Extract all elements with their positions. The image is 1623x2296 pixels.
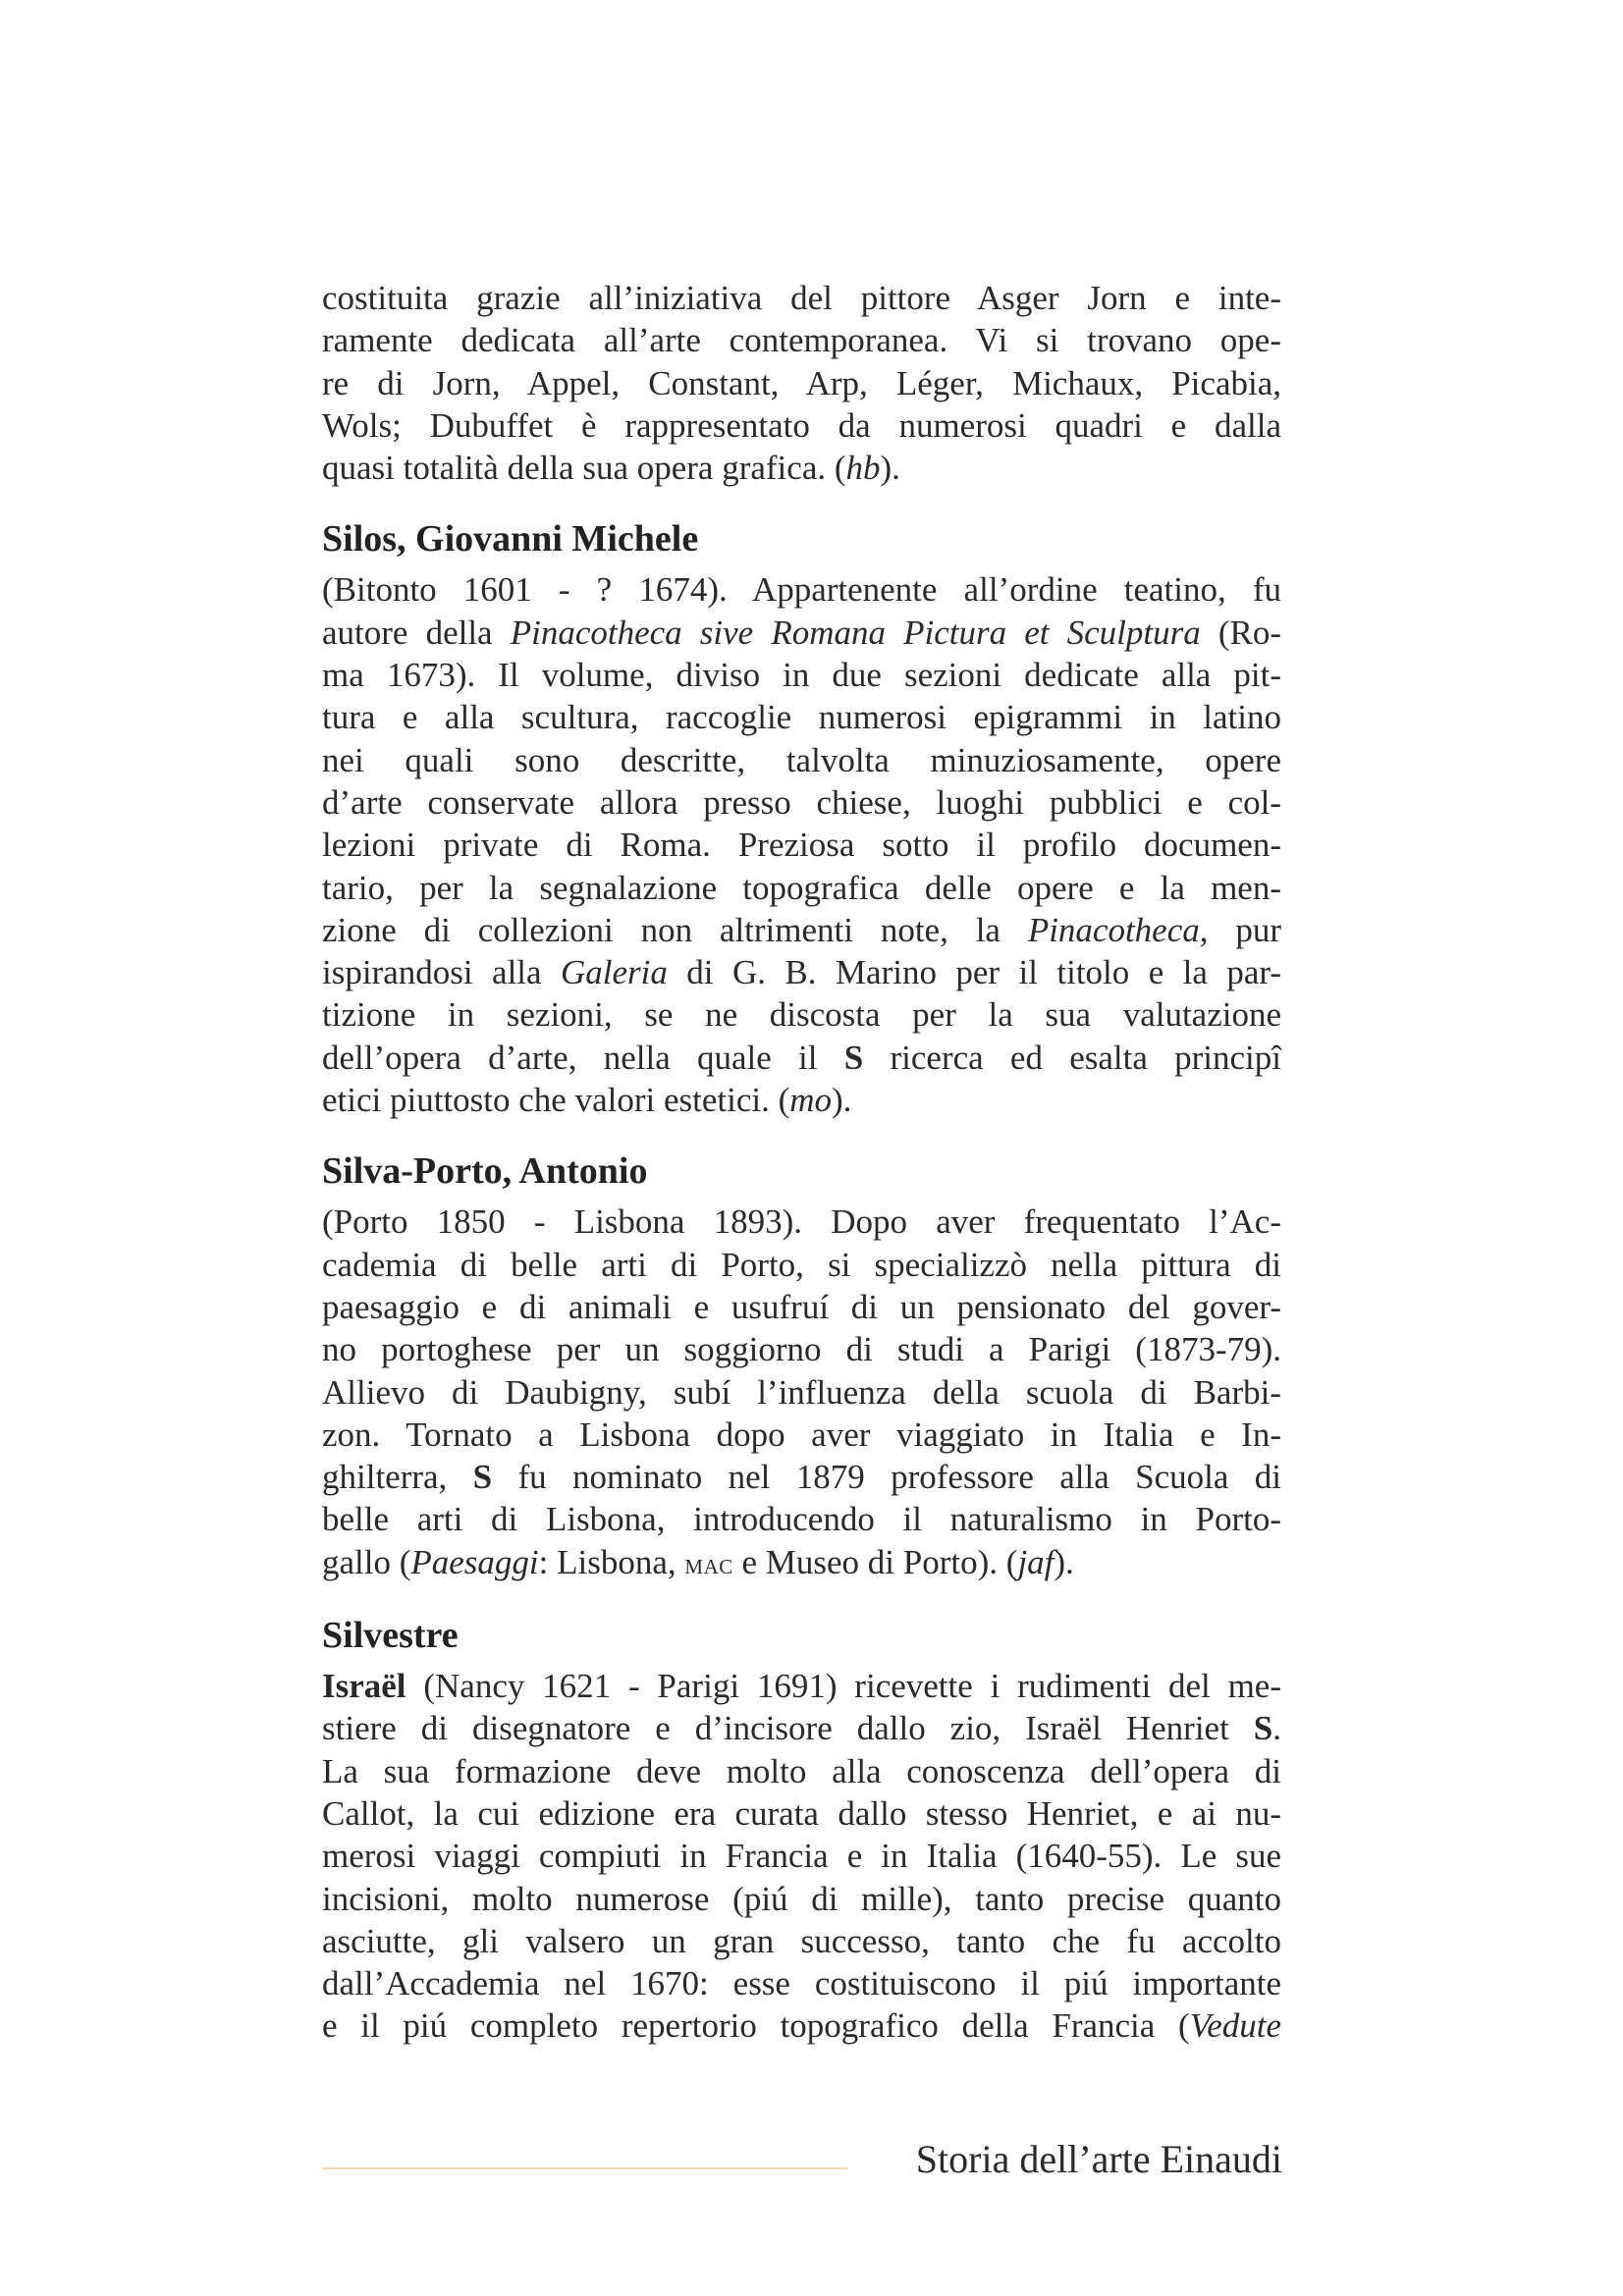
text-run: zione di collezioni non altrimenti note, la bbox=[322, 910, 1028, 949]
text-line bbox=[322, 1037, 1281, 1079]
work-title: Vedute bbox=[1189, 2006, 1281, 2046]
text-run: ricerca ed esalta principî bbox=[863, 1038, 1281, 1077]
text-line: Wols; Dubuffet è rappresentato da numerosi quadri e dalla bbox=[322, 405, 1281, 445]
text-run: autore della bbox=[322, 613, 511, 652]
footer-rule bbox=[322, 2167, 847, 2169]
entry-paragraph bbox=[322, 1201, 1281, 1585]
text-run: , pur bbox=[1199, 910, 1282, 949]
text-line: (Porto 1850 - Lisbona 1893). Dopo aver frequentato l’Ac- bbox=[322, 1202, 1281, 1242]
work-title: Pinacotheca bbox=[1027, 910, 1200, 949]
text-run: quasi totalità della sua opera grafica. ( bbox=[322, 449, 846, 488]
text-run: gallo ( bbox=[322, 1542, 411, 1581]
text-line: cademia di belle arti di Porto, si specializzò nella pittura di bbox=[322, 1245, 1281, 1284]
text-line bbox=[322, 1541, 1281, 1585]
subentry-name: Israël bbox=[322, 1667, 406, 1706]
text-line: Callot, la cui edizione era curata dallo stesso Henriet, e ai nu- bbox=[322, 1793, 1281, 1833]
text-line: lezioni private di Roma. Preziosa sotto il profilo documen- bbox=[322, 826, 1281, 865]
text-run: ). bbox=[1054, 1542, 1074, 1581]
text-run: ghilterra, bbox=[322, 1458, 473, 1497]
entry-heading: Silva-Porto, Antonio bbox=[322, 1150, 648, 1193]
subject-abbrev: S bbox=[472, 1458, 493, 1497]
text-line: dall’Accademia nel 1670: esse costituiscono il piú importante bbox=[322, 1964, 1281, 2003]
text-line: La sua formazione deve molto alla conoscenza dell’opera di bbox=[322, 1751, 1281, 1790]
text-line bbox=[322, 1665, 1281, 1707]
work-title: Paesaggi bbox=[410, 1542, 539, 1581]
text-run: ). bbox=[880, 449, 900, 488]
text-line: ramente dedicata all’arte contemporanea. Vi si trovano ope- bbox=[322, 321, 1281, 360]
text-line bbox=[322, 951, 1281, 993]
entry-paragraph bbox=[322, 1665, 1281, 2048]
text-run: (Nancy 1621 - Parigi 1691) ricevette i rudimenti del me- bbox=[406, 1667, 1281, 1706]
text-line: belle arti di Lisbona, introducendo il naturalismo in Porto- bbox=[322, 1500, 1281, 1539]
text-run: : Lisbona, bbox=[538, 1542, 685, 1581]
text-run: stiere di disegnatore e d’incisore dallo zio, Israël Henriet bbox=[322, 1709, 1254, 1748]
text-line: tario, per la segnalazione topografica delle opere e la men- bbox=[322, 868, 1281, 907]
text-line: no portoghese per un soggiorno di studi a Parigi (1873-79). bbox=[322, 1330, 1281, 1369]
text-run: fu nominato nel 1879 professore alla Scuola di bbox=[492, 1458, 1281, 1497]
text-line: costituita grazie all’iniziativa del pittore Asger Jorn e inte- bbox=[322, 279, 1281, 317]
text-line: merosi viaggi compiuti in Francia e in Italia (1640-55). Le sue bbox=[322, 1837, 1281, 1876]
text-line bbox=[322, 1707, 1281, 1749]
subject-abbrev: S bbox=[1253, 1709, 1273, 1748]
text-line bbox=[322, 1456, 1281, 1498]
text-run: (Ro- bbox=[1200, 613, 1282, 652]
text-line: re di Jorn, Appel, Constant, Arp, Léger, Michaux, Picabia, bbox=[322, 363, 1281, 402]
author-signature: jaf bbox=[1017, 1542, 1055, 1581]
text-run: e Museo di Porto). ( bbox=[732, 1542, 1018, 1581]
entry-heading: Silvestre bbox=[322, 1615, 459, 1657]
text-line bbox=[322, 612, 1281, 654]
text-line: (Bitonto 1601 - ? 1674). Appartenente all’ordine teatino, fu bbox=[322, 570, 1281, 610]
museum-abbrev: mac bbox=[684, 1547, 733, 1580]
text-run: di G. B. Marino per il titolo e la par- bbox=[667, 953, 1281, 992]
text-line: d’arte conservate allora presso chiese, luoghi pubblici e col- bbox=[322, 782, 1281, 822]
footer-title: Storia dell’arte Einaudi bbox=[915, 2137, 1282, 2181]
text-line: nei quali sono descritte, talvolta minuziosamente, opere bbox=[322, 740, 1281, 779]
text-line: incisioni, molto numerose (piú di mille), tanto precise quanto bbox=[322, 1879, 1281, 1918]
main-text bbox=[322, 277, 1281, 2048]
text-line: zon. Tornato a Lisbona dopo aver viaggiato in Italia e In- bbox=[322, 1415, 1281, 1454]
text-line: Allievo di Daubigny, subí l’influenza della scuola di Barbi- bbox=[322, 1372, 1281, 1412]
text-line: tizione in sezioni, se ne discosta per la sua valutazione bbox=[322, 995, 1281, 1035]
work-title: Galeria bbox=[560, 953, 668, 992]
text-line: tura e alla scultura, raccoglie numerosi epigrammi in latino bbox=[322, 698, 1281, 737]
entry-paragraph bbox=[322, 568, 1281, 1121]
text-run: dell’opera d’arte, nella quale il bbox=[322, 1038, 844, 1077]
text-run: e il piú completo repertorio topografico della Francia ( bbox=[322, 2006, 1190, 2046]
text-line bbox=[322, 447, 1281, 489]
text-line: asciutte, gli valsero un gran successo, tanto che fu accolto bbox=[322, 1921, 1281, 1960]
text-run: ). bbox=[832, 1081, 852, 1120]
text-line bbox=[322, 2004, 1281, 2047]
text-run: etici piuttosto che valori estetici. ( bbox=[322, 1081, 790, 1120]
work-title: Pinacotheca sive Romana Pictura et Sculptura bbox=[510, 613, 1201, 652]
text-line bbox=[322, 909, 1281, 951]
text-run: ispirandosi alla bbox=[322, 953, 561, 992]
author-signature: mo bbox=[789, 1081, 833, 1120]
text-line: paesaggio e di animali e usufruí di un pensionato del gover- bbox=[322, 1287, 1281, 1326]
author-signature: hb bbox=[845, 449, 881, 488]
text-line: ma 1673). Il volume, diviso in due sezioni dedicate alla pit- bbox=[322, 656, 1281, 695]
entry-heading: Silos, Giovanni Michele bbox=[322, 518, 699, 561]
intro-paragraph bbox=[322, 277, 1281, 489]
text-run: . bbox=[1272, 1709, 1281, 1748]
text-line bbox=[322, 1079, 1281, 1121]
subject-abbrev: S bbox=[843, 1038, 864, 1077]
